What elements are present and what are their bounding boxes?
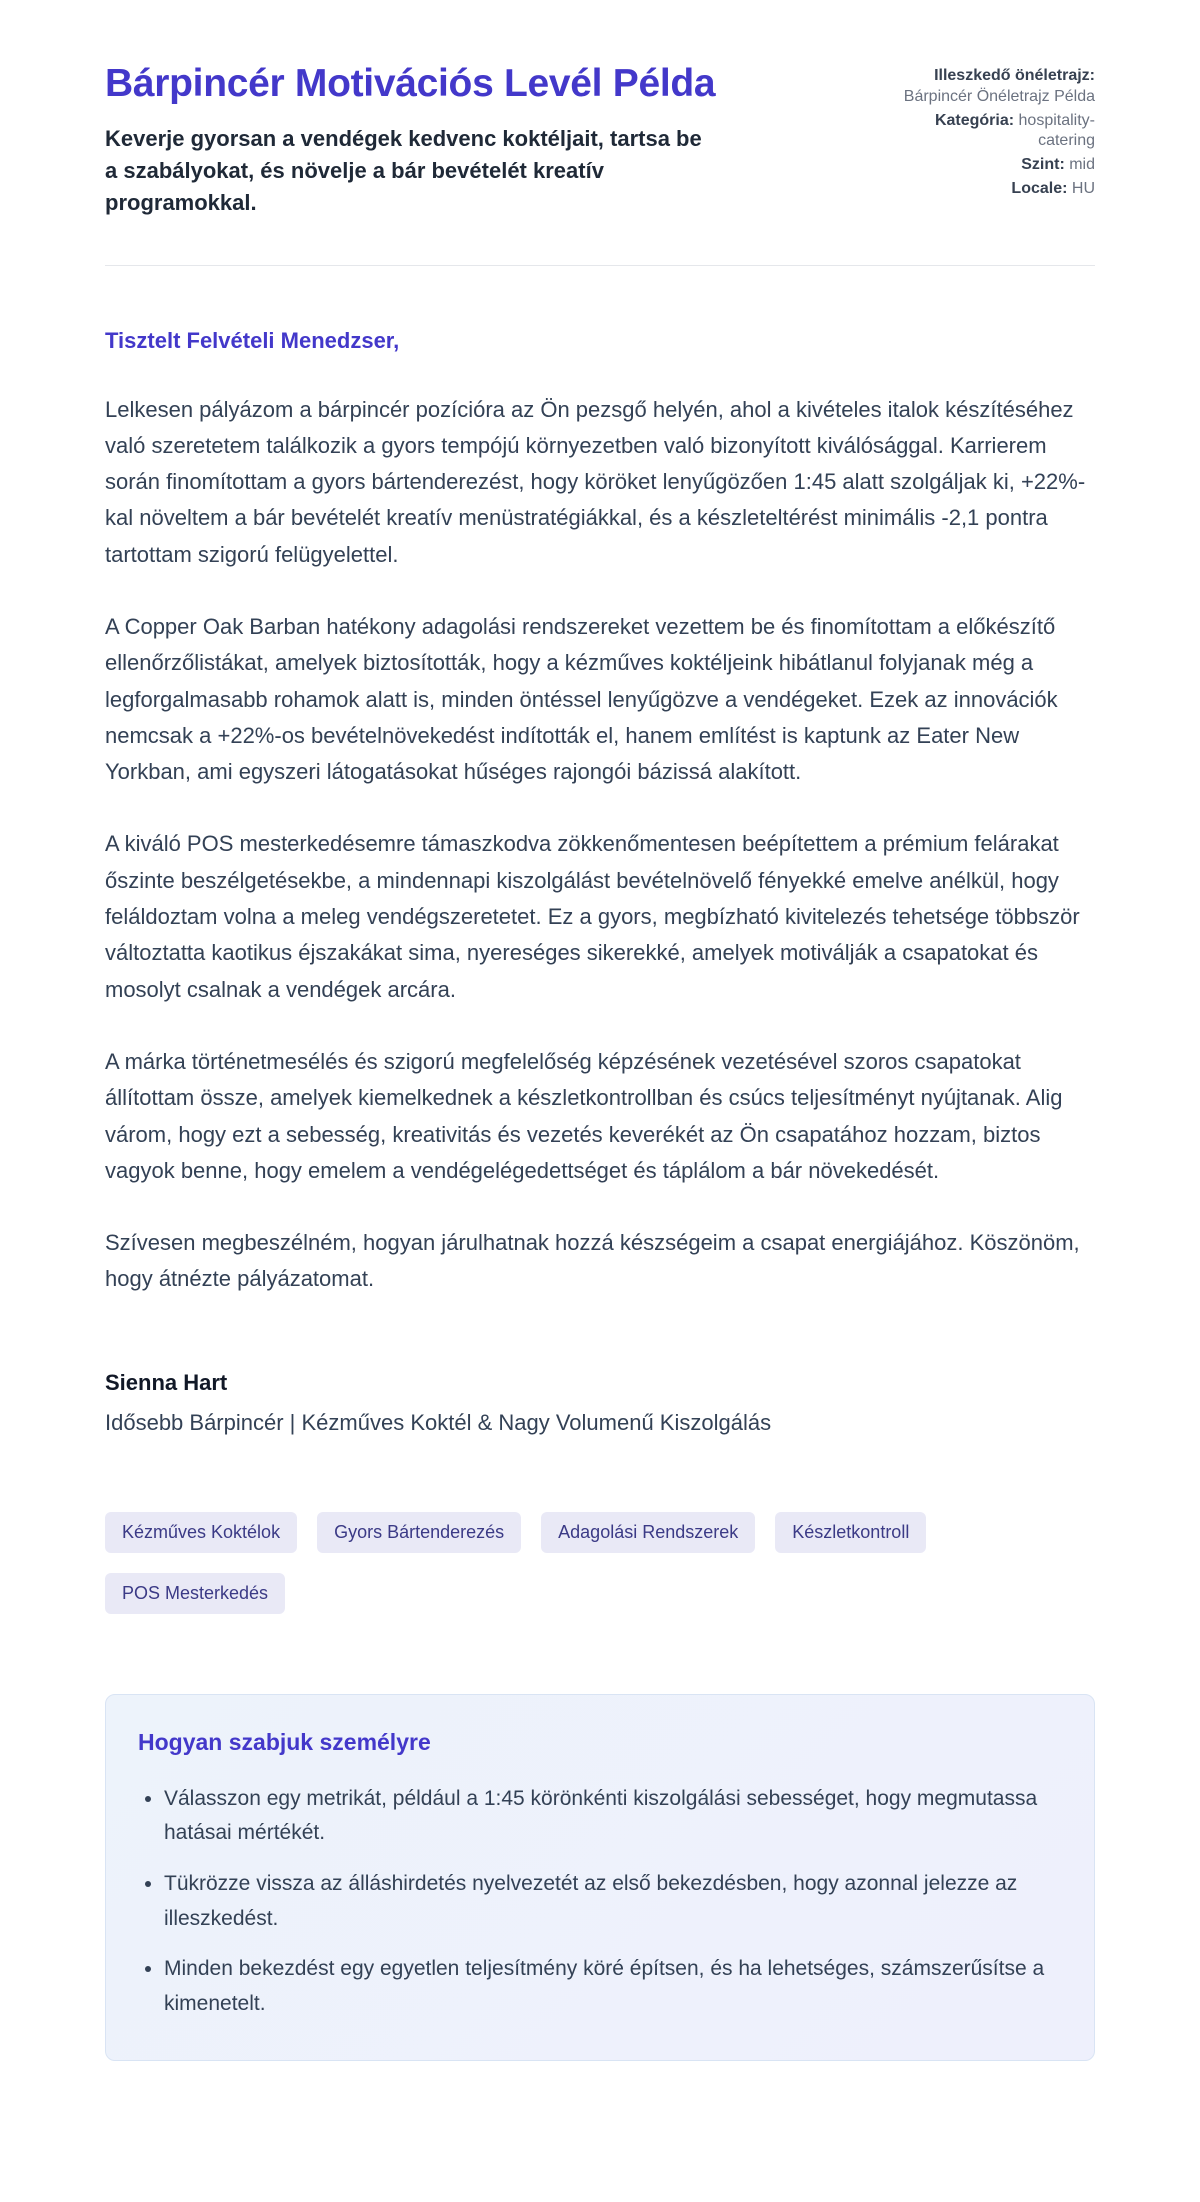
meta-item-matching-resume — [900, 66, 1095, 108]
letter-paragraph: Lelkesen pályázom a bárpincér pozícióra az Ön pezsgő helyén, ahol a kivételes italok készítéséhez való szeretetem találkozik a gyors tempójú környezetben való bizonyított kiválósággal. Karrierem során finomítottam a gyors bártenderezést, hogy köröket lenyűgözően 1:45 alatt szolgáljak ki, +22%-kal növeltem a bár bevételét kreatív menüstratégiákkal, és a készleteltérést minimális -2,1 pontra tartottam szigorú felügyelettel. — [105, 396, 1086, 567]
letter-body — [105, 328, 1095, 1436]
tip-item: • Tükrözze vissza az álláshirdetés nyelvezetét az első bekezdésben, hogy azonnal jelezze az illeszkedést. — [164, 1867, 1062, 1936]
meta-panel — [900, 62, 1095, 203]
signature-role: Idősebb Bárpincér | Kézműves Koktél & Nagy Volumenű Kiszolgálás — [105, 1409, 772, 1435]
skill-tag: POS Mesterkedés — [105, 1573, 285, 1614]
meta-value: mid — [1069, 156, 1095, 174]
personalization-tips-panel — [105, 1694, 1095, 2061]
tips-list — [138, 1782, 1062, 2022]
meta-value: HU — [1071, 179, 1095, 197]
letter-greeting: Tisztelt Felvételi Menedzser, — [105, 327, 400, 353]
meta-label: Szint: — [1021, 156, 1065, 174]
signature-block — [105, 1370, 1095, 1436]
cover-letter-page — [105, 0, 1095, 2121]
meta-label: Kategória: — [934, 111, 1015, 129]
page-header — [105, 62, 1095, 219]
meta-label: Locale: — [1011, 179, 1068, 197]
page-subtitle: Keverje gyorsan a vendégek kedvenc koktéljait, tartsa be a szabályokat, és növelje a bár bevételét kreatív programokkal. — [105, 125, 702, 215]
letter-paragraph: Szívesen megbeszélném, hogyan járulhatnak hozzá készségeim a csapat energiájához. Köszönöm, hogy átnézte pályázatomat. — [105, 1230, 1080, 1292]
skill-tag: Kézműves Koktélok — [105, 1512, 297, 1553]
skill-tag-list — [105, 1512, 1095, 1614]
skill-tag: Gyors Bártenderezés — [317, 1512, 521, 1553]
meta-value: Bárpincér Önéletrajz Példa — [903, 87, 1095, 105]
letter-paragraph: A Copper Oak Barban hatékony adagolási rendszereket vezettem be és finomítottam a előkészítő ellenőrzőlistákat, amelyek biztosították, hogy a kézműves koktéljeink hibátlanul folyjanak még a legforgalmasabb rohamok alatt is, minden öntéssel lenyűgözve a vendégeket. Ezek az innovációk nemcsak a +22%-os bevételnövekedést indították el, hanem említést is kaptunk az Eater New Yorkban, ami egyszeri látogatásokat hűséges rajongói bázissá alakított. — [105, 614, 1058, 785]
meta-item-locale — [900, 179, 1095, 200]
tip-item: • Minden bekezdést egy egyetlen teljesítmény köré építsen, és ha lehetséges, számszerűsítse a kimenetelt. — [164, 1952, 1062, 2021]
meta-label: Illeszkedő önéletrajz: — [934, 67, 1095, 84]
meta-value: hospitality-catering — [1018, 111, 1095, 150]
tip-item: • Válasszon egy metrikát, például a 1:45 körönkénti kiszolgálási sebességet, hogy megmutassa hatásai mértékét. — [164, 1782, 1062, 1851]
header-title-block — [105, 62, 715, 219]
letter-paragraph: A kiváló POS mesterkedésemre támaszkodva zökkenőmentesen beépítettem a prémium felárakat őszinte beszélgetésekbe, a mindennapi kiszolgálást bevételnövelő fényekké emelve anélkül, hogy feláldoztam volna a meleg vendégszeretetet. Ez a gyors, megbízható kivitelezés tehetsége többször változtatta kaotikus éjszakákat sima, nyereséges sikerekké, amelyek motiválják a csapatokat és mosolyt csalnak a vendégek arcára. — [105, 831, 1080, 1002]
letter-paragraph: A márka történetmesélés és szigorú megfelelőség képzésének vezetésével szoros csapatokat állítottam össze, amelyek kiemelkednek a készletkontrollban és csúcs teljesítményt nyújtanak. Alig várom, hogy ezt a sebesség, kreativitás és vezetés keverékét az Ön csapatához hozzam, biztos vagyok benne, hogy emelem a vendégelégedettséget és táplálom a bár növekedését. — [105, 1048, 1063, 1183]
meta-item-category — [900, 111, 1095, 153]
skill-tag: Készletkontroll — [775, 1512, 926, 1553]
signature-name: Sienna Hart — [105, 1369, 228, 1395]
tips-title: Hogyan szabjuk személyre — [138, 1728, 431, 1755]
header-divider — [105, 265, 1095, 266]
page-title: Bárpincér Motivációs Levél Példa — [105, 62, 716, 105]
meta-item-level — [900, 155, 1095, 176]
skill-tag: Adagolási Rendszerek — [541, 1512, 755, 1553]
